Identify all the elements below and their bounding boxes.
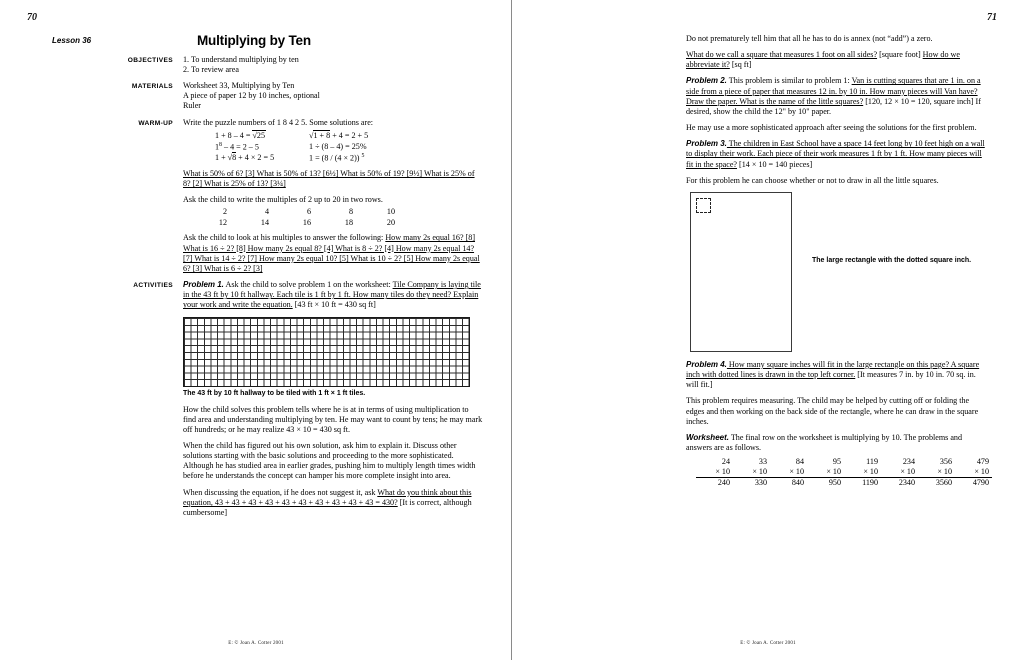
paragraph-figured: When the child has figured out his own solution, ask him to explain it. Discuss other solutions starting with the basic solutions and proceeding to the more sophisticated. Although he has studied area in earlier grades, pushing him to multiply length times width before he understands the concept can hamper his more complete insight into area. xyxy=(183,440,476,481)
product-cell: 4790 xyxy=(972,478,989,488)
equation-2-left: $1^8 - 4 = 2 - 5$ xyxy=(215,141,259,152)
factor-cell: 95 xyxy=(832,457,841,467)
factor-cell: 24 xyxy=(721,457,730,467)
discuss-lead: When discussing the equation, if he does not suggest it, ask xyxy=(183,487,378,497)
objectives-label: OBJECTIVES xyxy=(127,56,173,64)
multiple-cell: 4 xyxy=(264,207,269,217)
worksheet-multipliers-row xyxy=(696,467,989,478)
multiple-cell: 2 xyxy=(222,207,227,217)
multiplier-cell: × 10 xyxy=(918,467,955,478)
objective-item-1: 1. To understand multiplying by ten xyxy=(183,54,299,64)
factor-cell: 84 xyxy=(795,457,804,467)
multiplier-cell: × 10 xyxy=(770,467,807,478)
multiple-cell: 20 xyxy=(386,217,395,227)
multiple-cell: 6 xyxy=(306,207,311,217)
paragraph-sophisticated: He may use a more sophisticated approach after seeing the solutions for the first problem. xyxy=(686,123,977,133)
equation-1-right: √1 + 8 + 4 = 2 + 5 xyxy=(309,130,369,140)
footer-left: E: © Joan A. Cotter 2001 xyxy=(228,641,284,646)
warmup-equations xyxy=(183,131,483,165)
worksheet-answers-table xyxy=(696,457,989,488)
problem-3-answer: [14 × 10 = 140 pieces] xyxy=(737,159,813,169)
product-cell: 950 xyxy=(828,478,841,488)
footer-right: E: © Joan A. Cotter 2001 xyxy=(740,641,796,646)
multiplier-cell: × 10 xyxy=(696,467,733,478)
worksheet-products-row xyxy=(696,478,989,488)
page-title: Multiplying by Ten xyxy=(197,33,311,48)
multiple-cell: 12 xyxy=(218,217,227,227)
multiple-cell: 14 xyxy=(260,217,269,227)
product-cell: 840 xyxy=(791,478,804,488)
square-foot-question: What do we call a square that measures 1 foot on all sides? xyxy=(686,50,878,60)
materials-item-2: A piece of paper 12 by 10 inches, optional xyxy=(183,91,320,101)
problem-1-question: Tile Company is laying tile in the 43 ft by 10 ft hallway. Each tile is 1 ft by 1 ft. How many tiles do they need? Explain your work and write the equation. xyxy=(183,280,481,310)
objectives-row xyxy=(28,55,483,81)
page-number-left: 70 xyxy=(27,12,37,23)
multiplier-cell: × 10 xyxy=(844,467,881,478)
factor-cell: 356 xyxy=(939,457,952,467)
product-cell: 330 xyxy=(754,478,767,488)
multiples-intro: Ask the child to write the multiples of 2 up to 20 in two rows. xyxy=(183,195,383,205)
square-foot-paragraph xyxy=(686,50,986,70)
large-rectangle-figure xyxy=(686,192,986,354)
rectangle-caption: The large rectangle with the dotted square inch. xyxy=(812,256,972,264)
problem-1-paragraph xyxy=(183,280,483,310)
problem-4-label: Problem 4. xyxy=(686,359,727,369)
multiple-cell: 10 xyxy=(386,207,395,217)
warmup-row xyxy=(28,118,483,280)
worksheet-factors-row xyxy=(696,457,989,467)
paragraph-choose: For this problem he can choose whether or not to draw in all the little squares. xyxy=(686,175,939,185)
factor-cell: 479 xyxy=(976,457,989,467)
problem-2-lead: This problem is similar to problem 1: xyxy=(726,76,852,86)
multiple-cell: 8 xyxy=(348,207,353,217)
problem-2-label: Problem 2. xyxy=(686,76,727,86)
equation-3-right: 1 = (8 / (4 × 2)) $^5$ xyxy=(309,153,365,163)
percent-questions xyxy=(183,169,483,189)
equation-3-left: 1 + √8 + 4 × 2 = 5 xyxy=(215,153,275,163)
multiplier-cell: × 10 xyxy=(807,467,844,478)
paragraph-measuring: This problem requires measuring. The child may be helped by cutting off or folding the edges and then working on the back side of the rectangle, where he can draw in the square inches. xyxy=(686,396,979,426)
problem-1-label: Problem 1. xyxy=(183,280,224,290)
problem-4-question: How many square inches will fit in the large rectangle on this page? A square inch with dotted lines is drawn in the top left corner. xyxy=(686,359,980,380)
tile-grid xyxy=(183,317,470,387)
abbreviate-question: How do we abbreviate it? xyxy=(686,50,960,70)
percent-questions-text: What is 50% of 6? [3] What is 50% of 13? [6½] What is 50% of 19? [9½] What is 25% of 8? [2] What is 25% of 13? [3¼] xyxy=(183,168,475,189)
objective-item-2: 2. To review area xyxy=(183,65,239,74)
equation-2-right: 1 ÷ (8 – 4) = 25% xyxy=(309,141,367,151)
multiple-cell: 18 xyxy=(344,217,353,227)
divide-intro: Ask the child to look at his multiples to answer the following: xyxy=(183,233,386,243)
materials-row xyxy=(28,81,483,117)
activities-label: ACTIVITIES xyxy=(133,282,173,290)
activities-row xyxy=(28,280,483,524)
problem-1-lead: Ask the child to solve problem 1 on the worksheet: xyxy=(223,280,393,290)
discuss-answer: [It is correct, although cumbersome] xyxy=(183,497,472,517)
factor-cell: 234 xyxy=(902,457,915,467)
equation-row xyxy=(183,153,483,165)
product-cell: 240 xyxy=(717,478,730,488)
lesson-title-row xyxy=(28,34,483,55)
warmup-intro: Write the puzzle numbers of 1 8 4 2 5. Some solutions are: xyxy=(183,117,374,127)
divide-questions: How many 2s equal 16? [8] What is 16 ÷ 2? [8] How many 2s equal 8? [4] What is 8 ÷ 2? [4] How many 2s equal 14? [7] What is 14 ÷ 2? [7] How many 2s equal 10? [5] What is 10 ÷ 2? [5] How many 2s equal 6? [3] What is 6 ÷ 2? [3] xyxy=(183,233,480,273)
lesson-label: Lesson 36 xyxy=(52,36,92,45)
materials-item-3: Ruler xyxy=(183,101,201,111)
multiplier-cell: × 10 xyxy=(881,467,918,478)
materials-item-1: Worksheet 33, Multiplying by Ten xyxy=(183,81,295,91)
multiples-table xyxy=(183,207,483,228)
paragraph-annex: Do not prematurely tell him that all he has to do is annex (not “add”) a zero. xyxy=(686,34,933,43)
factor-cell: 33 xyxy=(758,457,767,467)
paragraph-solves: How the child solves this problem tells where he is at in terms of using multiplication to find area and understanding multiplying by ten. He may want to count by tens; he may mark off hundreds; or he may realize 43 × 10 = 430 sq ft. xyxy=(183,404,483,434)
problem-2-question: Van is cutting squares that are 1 in. on a side from a piece of paper that measures 12 in. by 10 in. How many pieces will Van have? Draw the paper. What is the name of the little squares? xyxy=(686,76,981,106)
hallway-grid-figure xyxy=(183,317,483,397)
dotted-square-inch xyxy=(696,198,711,213)
equation-row xyxy=(183,131,483,142)
square-foot-answer-2: [sq ft] xyxy=(729,60,752,70)
multiplier-cell: × 10 xyxy=(733,467,770,478)
problem-4-paragraph xyxy=(686,360,986,390)
problem-3-label: Problem 3. xyxy=(686,139,727,149)
worksheet-text: The final row on the worksheet is multiplying by 10. The problems and answers are as follows. xyxy=(686,432,963,452)
equation-row xyxy=(183,142,483,154)
problem-4-answer: [It measures 7 in. by 10 in. 70 sq. in. will fit.] xyxy=(686,370,976,390)
multiples-row-1 xyxy=(195,207,483,218)
problem-2-paragraph xyxy=(686,76,986,117)
grid-caption: The 43 ft by 10 ft hallway to be tiled with 1 ft × 1 ft tiles. xyxy=(183,389,366,397)
materials-label: MATERIALS xyxy=(131,83,173,91)
left-page-content xyxy=(28,34,483,524)
problem-2-answer: [120, 12 × 10 = 120, square inch] If desired, show the child the 12" by 10" paper. xyxy=(686,96,981,116)
factor-cell: 119 xyxy=(866,457,878,467)
product-cell: 3560 xyxy=(935,478,952,488)
discuss-question: What do you think about this equation, 43 + 43 + 43 + 43 + 43 + 43 + 43 + 43 + 43 + 43 = 430? xyxy=(183,487,472,507)
divide-paragraph xyxy=(183,233,483,274)
problem-3-paragraph xyxy=(686,139,986,169)
worksheet-label: Worksheet. xyxy=(686,432,729,442)
equation-1-left: 1 + 8 – 4 = √25 xyxy=(215,130,266,140)
page-number-right: 71 xyxy=(987,12,997,23)
right-page xyxy=(512,0,1024,660)
worksheet-paragraph xyxy=(686,433,986,453)
problem-3-question: The children in East School have a space 14 feet long by 10 feet high on a wall to display their work. Each piece of their work measures 1 ft by 1 ft. How many pieces will fit in the space? xyxy=(686,139,985,169)
multiples-row-2 xyxy=(195,218,483,229)
multiple-cell: 16 xyxy=(302,217,311,227)
problem-1-answer: [43 ft × 10 ft = 430 sq ft] xyxy=(292,300,376,310)
product-cell: 1190 xyxy=(862,478,878,488)
large-rectangle xyxy=(690,192,792,352)
product-cell: 2340 xyxy=(898,478,915,488)
right-page-content xyxy=(686,34,989,488)
multiplier-cell: × 10 xyxy=(955,467,992,478)
paragraph-discuss xyxy=(183,488,483,518)
warmup-label: WARM-UP xyxy=(138,119,173,127)
square-foot-answer-1: [square foot] xyxy=(877,50,923,60)
